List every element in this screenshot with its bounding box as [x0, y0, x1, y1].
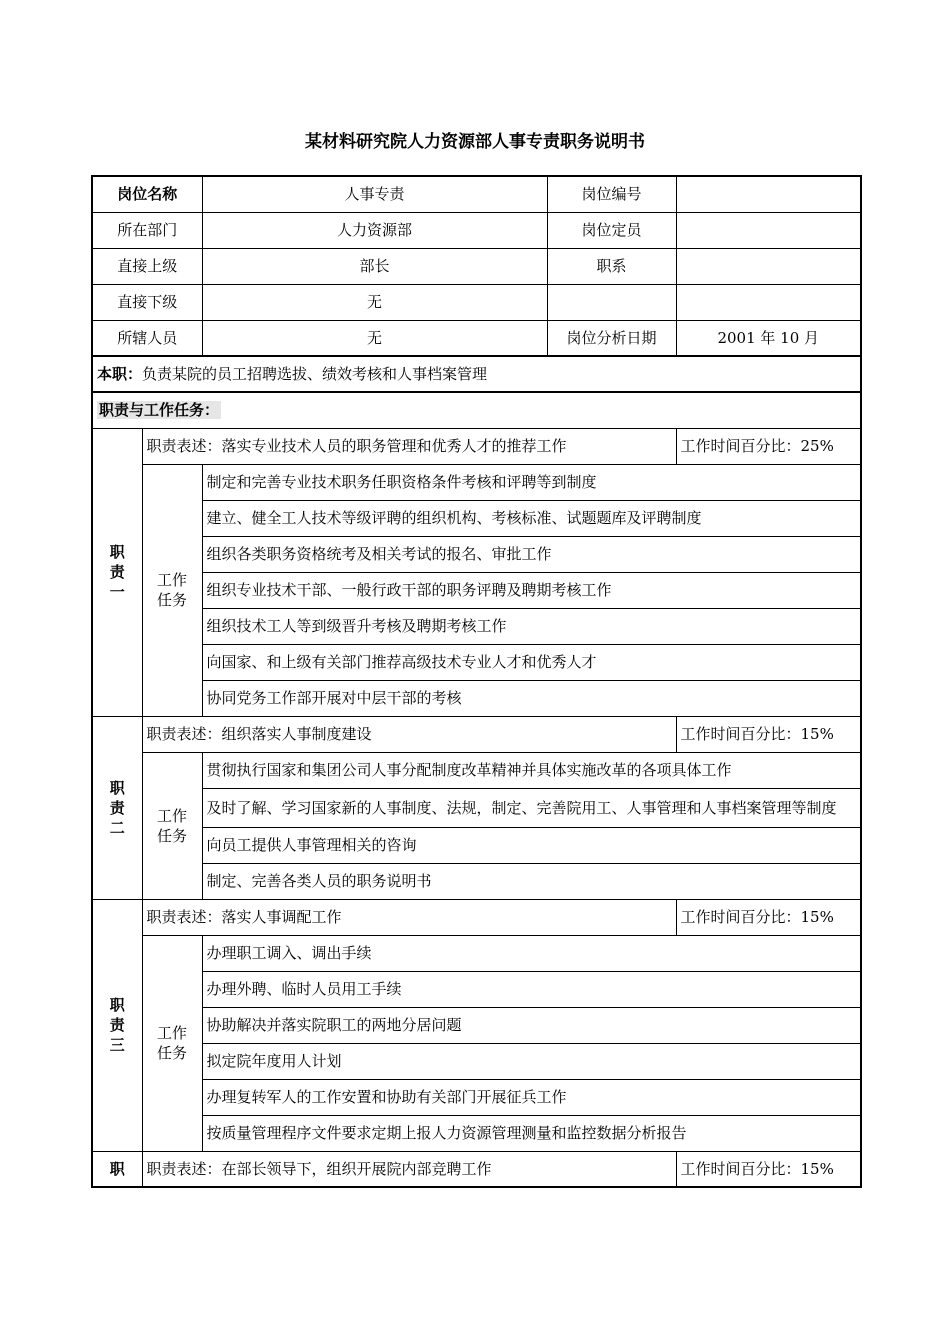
info-label: 岗位分析日期 [547, 320, 676, 356]
info-label: 岗位编号 [547, 176, 676, 212]
info-label: 职系 [547, 248, 676, 284]
document-title: 某材料研究院人力资源部人事专责职务说明书 [305, 132, 645, 152]
info-row [92, 320, 861, 356]
duty-description: 职责表述：落实人事调配工作 [142, 899, 676, 935]
duty-description: 职责表述：组织落实人事制度建设 [142, 716, 676, 752]
duty-name: 职 责 二 [92, 716, 142, 899]
task-item: 向员工提供人事管理相关的咨询 [202, 827, 861, 863]
task-item: 组织专业技术干部、一般行政干部的职务评聘及聘期考核工作 [202, 572, 861, 608]
duty-time-percent: 工作时间百分比：15% [676, 1151, 861, 1187]
basic-duty-text: 负责某院的员工招聘选拔、绩效考核和人事档案管理 [142, 364, 488, 383]
info-label: 直接下级 [92, 284, 202, 320]
task-item: 制定、完善各类人员的职务说明书 [202, 863, 861, 899]
duty-description-row [92, 716, 861, 752]
duty-name: 职 责 三 [92, 899, 142, 1151]
info-label: 所辖人员 [92, 320, 202, 356]
task-item: 贯彻执行国家和集团公司人事分配制度改革精神并具体实施改革的各项具体工作 [202, 752, 861, 788]
info-label: 岗位名称 [92, 176, 202, 212]
info-value: 无 [202, 284, 547, 320]
info-value: 2001 年 10 月 [676, 320, 861, 356]
info-label: 岗位定员 [547, 212, 676, 248]
info-value: 人力资源部 [202, 212, 547, 248]
info-value [676, 176, 861, 212]
task-item: 及时了解、学习国家新的人事制度、法规，制定、完善院用工、人事管理和人事档案管理等制度 [202, 788, 861, 827]
task-item: 拟定院年度用人计划 [202, 1043, 861, 1079]
job-description-table [91, 175, 862, 1188]
duty-name: 职 责 一 [92, 428, 142, 716]
duty-description: 职责表述：落实专业技术人员的职务管理和优秀人才的推荐工作 [142, 428, 676, 464]
duty-description-row [92, 428, 861, 464]
info-row [92, 248, 861, 284]
task-label: 工作任务 [142, 752, 202, 899]
duty-description: 职责表述：在部长领导下，组织开展院内部竞聘工作 [142, 1151, 676, 1187]
info-value [676, 284, 861, 320]
info-value: 无 [202, 320, 547, 356]
duties-header: 职责与工作任务： [99, 401, 220, 419]
info-label [547, 284, 676, 320]
task-item: 办理职工调入、调出手续 [202, 935, 861, 971]
info-value: 人事专责 [202, 176, 547, 212]
task-label: 工作任务 [142, 464, 202, 716]
duty-description-row [92, 1151, 861, 1187]
task-item: 办理复转军人的工作安置和协助有关部门开展征兵工作 [202, 1079, 861, 1115]
duty-name: 职 [92, 1151, 142, 1187]
duty-time-percent: 工作时间百分比：15% [676, 899, 861, 935]
task-item: 建立、健全工人技术等级评聘的组织机构、考核标准、试题题库及评聘制度 [202, 500, 861, 536]
info-label: 直接上级 [92, 248, 202, 284]
task-item: 协助解决并落实院职工的两地分居问题 [202, 1007, 861, 1043]
info-row [92, 212, 861, 248]
info-row [92, 176, 861, 212]
info-row [92, 284, 861, 320]
basic-duty [92, 356, 861, 392]
task-item: 向国家、和上级有关部门推荐高级技术专业人才和优秀人才 [202, 644, 861, 680]
duty-time-percent: 工作时间百分比：25% [676, 428, 861, 464]
duties-header-row [92, 392, 861, 428]
duty-description-row [92, 899, 861, 935]
info-value [676, 212, 861, 248]
basic-duty-row [92, 356, 861, 392]
task-item: 制定和完善专业技术职务任职资格条件考核和评聘等到制度 [202, 464, 861, 500]
task-item: 协同党务工作部开展对中层干部的考核 [202, 680, 861, 716]
task-label: 工作任务 [142, 935, 202, 1151]
task-item: 办理外聘、临时人员用工手续 [202, 971, 861, 1007]
info-value: 部长 [202, 248, 547, 284]
task-item: 组织技术工人等到级晋升考核及聘期考核工作 [202, 608, 861, 644]
task-item: 按质量管理程序文件要求定期上报人力资源管理测量和监控数据分析报告 [202, 1115, 861, 1151]
duty-time-percent: 工作时间百分比：15% [676, 716, 861, 752]
basic-duty-label: 本职： [97, 364, 143, 383]
task-item: 组织各类职务资格统考及相关考试的报名、审批工作 [202, 536, 861, 572]
info-label: 所在部门 [92, 212, 202, 248]
info-value [676, 248, 861, 284]
